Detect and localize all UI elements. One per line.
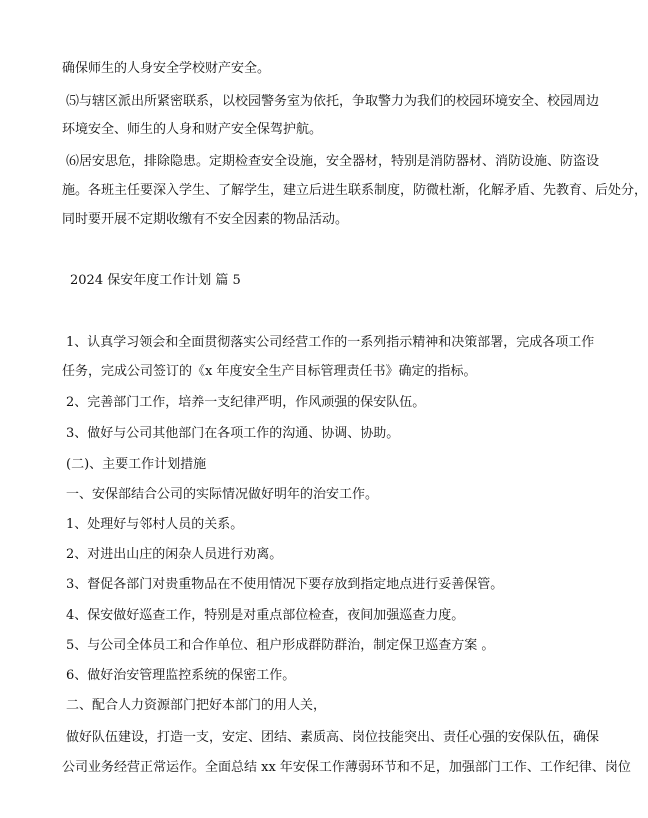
paragraph-line: 4、保安做好巡查工作，特别是对重点部位检查，夜间加强巡查力度。 xyxy=(66,608,465,623)
paragraph-line: 1、认真学习领会和全面贯彻落实公司经营工作的一系列指示精神和决策部署，完成各项工作 xyxy=(66,335,595,350)
paragraph-line: 3、做好与公司其他部门在各项工作的沟通、协调、协助。 xyxy=(66,426,400,441)
paragraph-line: 2、对进出山庄的闲杂人员进行劝离。 xyxy=(66,547,283,562)
paragraph-line: 任务，完成公司签订的《x 年度安全生产目标管理责任书》确定的指标。 xyxy=(62,364,477,379)
paragraph-line: 环境安全、师生的人身和财产安全保驾护航。 xyxy=(62,122,323,137)
paragraph-line: 做好队伍建设，打造一支，安定、团结、素质高、岗位技能突出、责任心强的安保队伍，确保 xyxy=(66,730,600,745)
paragraph-line: ⑹居安思危，排除隐患。定期检查安全设施，安全器材，特别是消防器材、消防设施、防盗设 xyxy=(66,154,600,169)
paragraph-line: 施。各班主任要深入学生、了解学生，建立后进生联系制度，防微杜渐，化解矛盾、先教育、后处分， xyxy=(62,183,648,198)
paragraph-line: 3、督促各部门对贵重物品在不使用情况下要存放到指定地点进行妥善保管。 xyxy=(66,577,504,592)
paragraph-line: 2、完善部门工作，培养一支纪律严明，作风顽强的保安队伍。 xyxy=(66,395,426,410)
paragraph-line: 5、与公司全体员工和合作单位、租户形成群防群治，制定保卫巡查方案 。 xyxy=(66,638,495,653)
paragraph-line: (二)、主要工作计划措施 xyxy=(66,457,207,472)
paragraph-line: 确保师生的人身安全学校财产安全。 xyxy=(62,61,271,76)
paragraph-line: ⑸与辖区派出所紧密联系，以校园警务室为依托，争取警力为我们的校园环境安全、校园周边 xyxy=(66,94,600,109)
paragraph-line: 1、处理好与邻村人员的关系。 xyxy=(66,517,244,532)
paragraph-line: 公司业务经营正常运作。全面总结 xx 年安保工作薄弱环节和不足，加强部门工作、工作纪律、岗位 xyxy=(62,760,631,775)
section-heading: 2024 保安年度工作计划 篇 5 xyxy=(70,273,241,288)
paragraph-line: 同时要开展不定期收缴有不安全因素的物品活动。 xyxy=(62,212,349,227)
paragraph-line: 二、配合人力资源部门把好本部门的用人关， xyxy=(66,698,327,713)
paragraph-line: 一、安保部结合公司的实际情况做好明年的治安工作。 xyxy=(66,487,379,502)
paragraph-line: 6、做好治安管理监控系统的保密工作。 xyxy=(66,668,296,683)
